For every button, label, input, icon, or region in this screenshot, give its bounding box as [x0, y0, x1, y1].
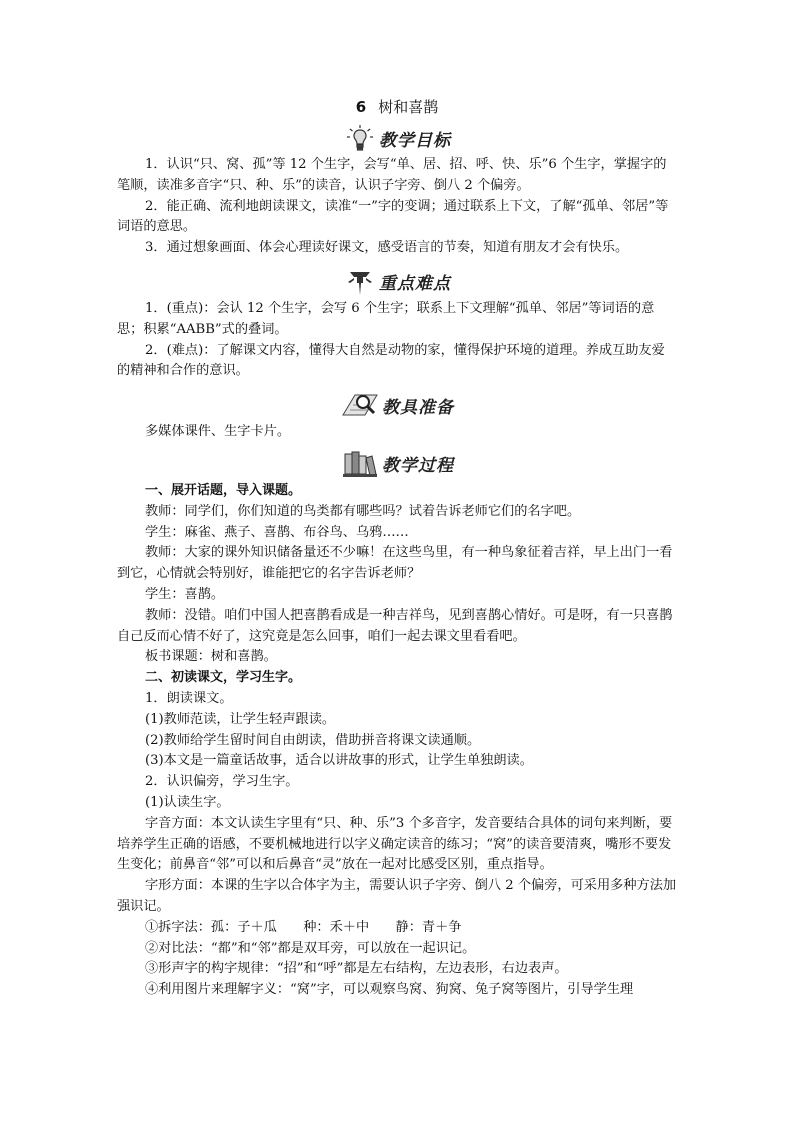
lesson-number: 6 — [355, 98, 367, 116]
process-paragraph: (1)认读生字。 — [145, 794, 230, 810]
process-paragraph: (1)教师范读，让学生轻声跟读。 — [145, 711, 336, 727]
pushpin-icon — [343, 268, 377, 296]
lesson-title-text: 树和喜鹊 — [378, 98, 439, 116]
process-heading: 一、展开话题，导入课题。 — [145, 482, 302, 498]
section-banner-goals — [117, 123, 677, 153]
document-page — [117, 96, 677, 1001]
books-icon — [340, 450, 380, 478]
section-banner-process — [117, 449, 677, 479]
goal-item: 3．通过想象画面、体会心理读好课文，感受语言的节奏，知道有朋友才会有快乐。 — [145, 240, 629, 256]
section-title-goals: 教学目标 — [379, 130, 451, 151]
section-banner-tools — [117, 390, 677, 420]
section-title-key: 重点难点 — [379, 274, 451, 295]
process-paragraph: 2．认识偏旁，学习生字。 — [145, 774, 299, 790]
key-item: 2．(难点)：了解课文内容，懂得大自然是动物的家，懂得保护环境的道理。养成互助友爱的精神和合作的意识。 — [117, 342, 665, 379]
process-paragraph: (3)本文是一篇童话故事，适合以讲故事的形式，让学生单独朗读。 — [145, 753, 533, 769]
process-heading: 二、初读课文，学习生字。 — [145, 670, 302, 686]
section-title-tools: 教具准备 — [382, 397, 454, 418]
magnifier-book-icon — [340, 391, 380, 419]
process-paragraph: 教师：没错。咱们中国人把喜鹊看成是一种吉祥鸟，见到喜鹊心情好。可是呀，有一只喜鹊自己反而心情不好了，这究竟是怎么回事，咱们一起去课文里看看吧。 — [117, 607, 673, 644]
process-paragraph: ③形声字的构字规律：“招”和“呼”都是左右结构，左边表形，右边表声。 — [145, 961, 568, 977]
goal-item: 2．能正确、流利地朗读课文，读准“一”字的变调；通过联系上下文，了解“孤单、邻居”等词语的意思。 — [117, 198, 669, 235]
process-paragraph: 教师：大家的课外知识储备量还不少嘛！在这些鸟里，有一种鸟象征着吉祥，早上出门一看到它，心情就会特别好，谁能把它的名字告诉老师？ — [117, 545, 673, 582]
section-title-process: 教学过程 — [382, 456, 454, 477]
process-paragraph: 字形方面：本课的生字以合体字为主，需要认识子字旁、倒八 2 个偏旁，可采用多种方法加强识记。 — [117, 878, 677, 914]
process-paragraph: 学生：麻雀、燕子、喜鹊、布谷鸟、乌鸦…… — [145, 524, 409, 540]
tools-text: 多媒体课件、生字卡片。 — [145, 424, 291, 440]
goal-item: 1．认识“只、窝、孤”等 12 个生字，会写“单、居、招、呼、快、乐”6 个生字，掌握字的笔顺，读准多音字“只、种、乐”的读音，认识子字旁、倒八 2 个偏旁。 — [117, 157, 667, 193]
section-banner-key — [117, 267, 677, 297]
process-paragraph: 字音方面：本文认读生字里有“只、种、乐”3 个多音字，发音要结合具体的词句来判断，要培养学生正确的语感，不要机械地进行以字义确定读音的练习；“窝”的读音要清爽，嘴形不要发生变化；前鼻音“邻”可以和后鼻音“灵”放在一起对比感受区别，重点指导。 — [117, 815, 673, 873]
lightbulb-icon — [343, 124, 377, 152]
process-paragraph: ①拆字法：孤：子＋瓜 种：禾＋中 静：青＋争 — [145, 919, 462, 935]
process-paragraph: ④利用图片来理解字义：“窝”字，可以观察鸟窝、狗窝、兔子窝等图片，引导学生理 — [145, 982, 634, 998]
process-paragraph: 1．朗读课文。 — [145, 690, 233, 706]
process-paragraph: 板书课题：树和喜鹊。 — [145, 649, 277, 665]
process-paragraph: (2)教师给学生留时间自由朗读，借助拼音将课文读通顺。 — [145, 732, 481, 748]
process-paragraph: ②对比法：“都”和“邻”都是双耳旁，可以放在一起识记。 — [145, 940, 476, 956]
lesson-title — [117, 96, 677, 117]
key-item: 1．(重点)：会认 12 个生字，会写 6 个生字；联系上下文理解“孤单、邻居”等词语的意思；积累“AABB”式的叠词。 — [117, 300, 655, 337]
process-paragraph: 学生：喜鹊。 — [145, 586, 225, 602]
process-paragraph: 教师：同学们，你们知道的鸟类都有哪些吗？试着告诉老师它们的名字吧。 — [145, 503, 581, 519]
